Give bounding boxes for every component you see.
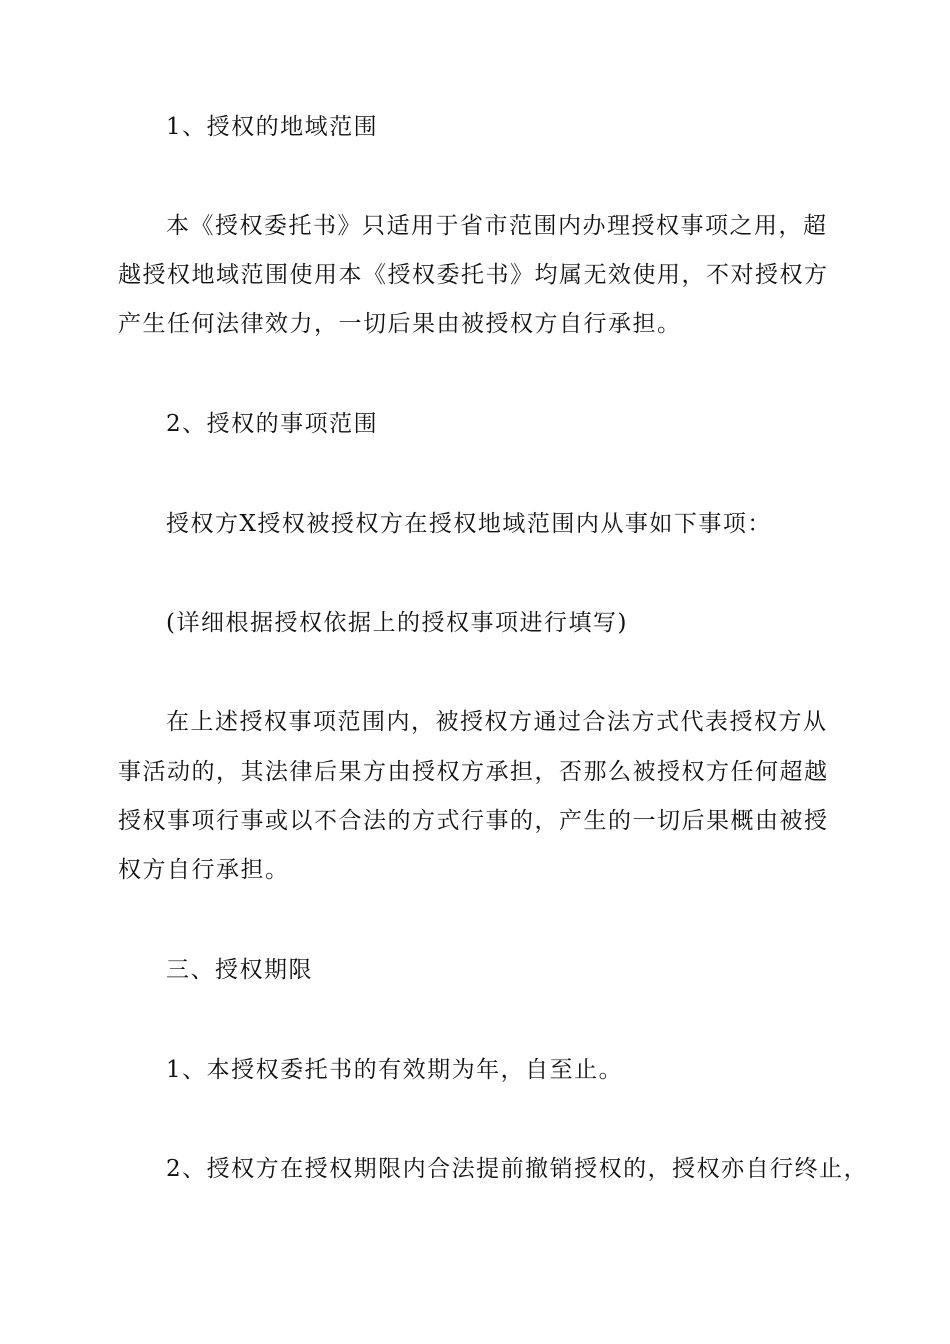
paragraph-line: (详细根据授权依据上的授权事项进行填写)	[166, 610, 628, 636]
paragraph-line: 本《授权委托书》只适用于省市范围内办理授权事项之用，超	[166, 213, 828, 239]
section-heading: 1、授权的地域范围	[166, 114, 379, 140]
section-heading: 2、授权的事项范围	[166, 411, 379, 437]
paragraph-line: 事活动的，其法律后果方由授权方承担，否那么被授权方任何超越	[118, 759, 829, 785]
paragraph-line: 权方自行承担。	[118, 857, 290, 883]
paragraph-line: 2、授权方在授权期限内合法提前撤销授权的，授权亦自行终止，	[166, 1156, 869, 1182]
section-heading: 三、授权期限	[166, 957, 313, 983]
paragraph-line: 在上述授权事项范围内，被授权方通过合法方式代表授权方从	[166, 709, 828, 735]
paragraph-line: 授权事项行事或以不合法的方式行事的，产生的一切后果概由被授	[118, 808, 829, 834]
paragraph-line: 越授权地域范围使用本《授权委托书》均属无效使用，不对授权方	[118, 262, 829, 288]
paragraph-line: 1、本授权委托书的有效期为年，自至止。	[166, 1057, 624, 1083]
paragraph-line: 授权方X授权被授权方在授权地域范围内从事如下事项：	[166, 511, 772, 537]
paragraph-line: 产生任何法律效力，一切后果由被授权方自行承担。	[118, 311, 682, 337]
